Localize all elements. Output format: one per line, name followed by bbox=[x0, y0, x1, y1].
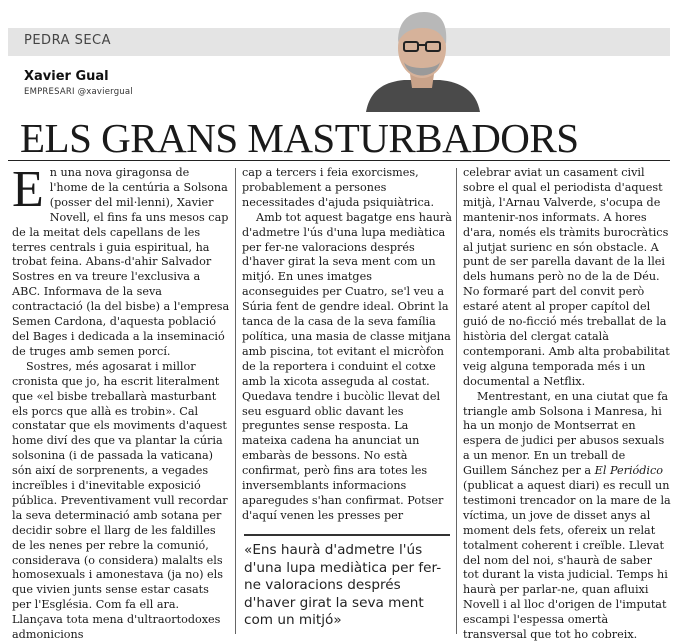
author-role: EMPRESARI @xaviergual bbox=[24, 87, 133, 97]
article-title: ELS GRANS MASTURBADORS bbox=[20, 115, 579, 161]
pull-quote-rule bbox=[244, 534, 450, 536]
column3-paragraph1: celebrar aviat un casament civil sobre el qual el periodista d'aquest mitjà, l'Arnau Valverde, s'ocupa de mantenir-nos informats. A hores d'ara, només els tràmits burocràtics al jutjat surienc en són obstacle. A punt de ser parella davant de la llei dels humans però no de la de Déu. No formaré part del convit però estaré atent al proper capítol del guió de no-ficció més treballat de la història del clergat català contemporani. Amb alta probabilitat veig alguna temporada més i un documental a Netflix. bbox=[463, 166, 670, 388]
column-divider-1 bbox=[235, 168, 236, 634]
drop-cap: E bbox=[12, 161, 44, 218]
column2-paragraph2: Amb tot aquest bagatge ens haurà d'admetre l'ús d'una lupa mediàtica per fer-ne valoracions després d'haver girat la seva ment com un mitjó. En unes imatges aconseguides per Cuatro, se'l veu a Súria fent de gendre ideal. Obrint la tanca de la casa de la seva família política, una masia de classe mitjana amb piscina, tot evitant el micròfon de la reportera i conduint el cotxe amb la xicota asseguda al costat. Quedava tendre i bucòlic llevat del seu esguard oblic davant les preguntes sense resposta. La mateixa cadena ha anunciat un embaràs de bessons. No està confirmat, però fins ara totes les inversemblants informacions aparegudes s'han confirmat. Potser d'aquí venen les presses per bbox=[242, 210, 452, 522]
article-column-2 bbox=[242, 166, 452, 524]
column1-paragraph2: Sostres, més agosarat i millor cronista que jo, ha escrit literalment que «el bisbe treballarà masturbant els porcs que allà es trobin». Cal constatar que els moviments d'aquest home diví des que va plantar la cúria solsonina (i de passada la vaticana) són així de sorprenents, a vegades increïbles i d'inevitable exposició pública. Preventivament vull recordar la seva determinació amb sotana per decidir sobre el llarg de les faldilles de les nenes per rebre la comunió, considerava (o considera) malalts els homosexuals i amonestava (ja no) els que vivien junts sense estar casats per l'Església. Com fa ell ara. Llançava tota mena d'ultraortodoxes admonicions bbox=[12, 359, 228, 642]
article-column-1 bbox=[12, 161, 230, 643]
column2-paragraph1: cap a tercers i feia exorcismes, probablement a persones necessitades d'ajuda psiquiàtrica. bbox=[242, 166, 434, 209]
author-photo bbox=[360, 4, 484, 112]
column3-paragraph2: Mentrestant, en una ciutat que fa triangle amb Solsona i Manresa, hi ha un monjo de Montserrat en espera de judici per abusos sexuals a un menor. En un treball de Guillem Sánchez per a El Periódico (publicat a aquest diari) es recull un testimoni trencador on la mare de la víctima, un jove de disset anys al moment dels fets, ofereix un relat totalment coherent i creïble. Llevat del nom del noi, s'haurà de saber tot durant la vista judicial. Temps hi haurà per parlar-ne, quan afluixi Novell i al lloc d'origen de l'imputat escampi l'espessa omertà transversal que tot ho cobreix. bbox=[463, 389, 671, 642]
column-header bbox=[0, 0, 678, 120]
column1-paragraph1: En una nova giragonsa de l'home de la centúria a Solsona (posser del mil·lenni), Xavier Novell, el fins fa uns mesos cap de la meitat dels capellans de les terres centrals i guia espiritual, ha trobat feina. Abans-d'ahir Salvador Sostres en va treure l'exclusiva a ABC. Informava de la seva contractació (la del bisbe) a l'empresa Semen Cardona, d'aquesta població del Bages i dedicada a la inseminació de truges amb semen porcí. bbox=[12, 161, 230, 358]
section-label: PEDRA SECA bbox=[24, 33, 112, 48]
column-divider-2 bbox=[456, 168, 457, 634]
author-name: Xavier Gual bbox=[24, 69, 109, 84]
pull-quote: «Ens haurà d'admetre l'ús d'una lupa mediàtica per fer-ne valoracions després d'haver girat la seva ment com un mitjó» bbox=[244, 542, 442, 628]
article-column-3 bbox=[463, 166, 671, 643]
title-rule bbox=[8, 160, 670, 161]
publication-name: El Periódico bbox=[594, 464, 664, 478]
